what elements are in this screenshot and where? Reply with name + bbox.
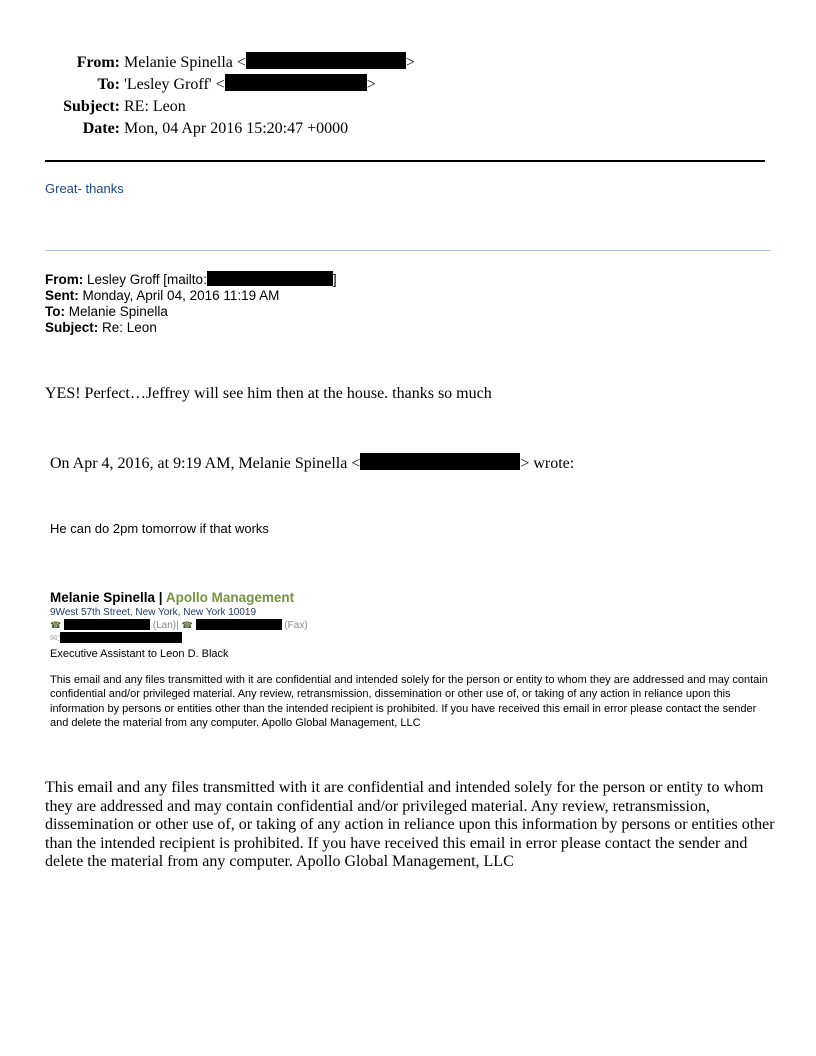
quoted-subject-value: Re: Leon — [102, 320, 157, 335]
fax-phone-icon: ☎ — [181, 620, 193, 630]
header-date-row — [0, 118, 816, 140]
header-from-close: > — [405, 54, 415, 71]
signature-company: Apollo Management — [165, 590, 295, 605]
header-subject-value: RE: Leon — [124, 98, 186, 115]
phone-icon: ☎ — [50, 620, 62, 630]
email-header — [0, 52, 816, 140]
lan-label: (Lan) — [152, 620, 177, 631]
disclaimer-small: This email and any files transmitted with it are confidential and intended solely for the person or entity to whom they are addressed and may contain confidential and/or privileged material. Any review, retransmission, dissemination or other use of, or taking of any action in reliance upon this information by persons or entities other than the intended recipient is prohibited. If you have received this email in error please contact the sender and delete the material from any computer. Apollo Global Management, LLC — [50, 674, 768, 730]
header-date-value: Mon, 04 Apr 2016 15:20:47 +0000 — [124, 120, 349, 137]
quoted-from-value: Lesley Groff [mailto: — [87, 272, 207, 287]
quoted-header — [45, 271, 337, 336]
quoted-from-row — [45, 271, 337, 288]
header-date-label: Date: — [82, 120, 120, 137]
quoted-to-label: To: — [45, 304, 65, 319]
signature-name-line — [50, 590, 308, 606]
wrote-line — [50, 453, 574, 473]
redaction-block — [64, 619, 150, 630]
header-to-close: > — [366, 76, 376, 93]
header-subject-label: Subject: — [63, 98, 120, 115]
header-from-name: Melanie Spinella < — [124, 54, 246, 71]
header-from-value — [124, 52, 415, 74]
header-to-name: 'Lesley Groff' < — [124, 76, 225, 93]
header-divider — [45, 160, 765, 162]
signature-address: 9West 57th Street, New York, New York 10019 — [50, 607, 257, 618]
redaction-block — [225, 74, 367, 91]
signature-name: Melanie Spinella — [50, 590, 156, 605]
header-to-value — [124, 74, 376, 96]
redaction-block — [360, 453, 520, 470]
fax-label: (Fax) — [284, 620, 308, 631]
quoted-sent-row — [45, 288, 337, 304]
redaction-block — [207, 271, 333, 286]
header-from-label: From: — [76, 54, 120, 71]
signature-phone-line — [50, 619, 308, 632]
quoted-from-label: From: — [45, 272, 84, 287]
header-to-label: To: — [97, 76, 120, 93]
signature-separator: | — [155, 590, 166, 605]
signature — [50, 590, 308, 661]
quoted-from-close: ] — [332, 272, 337, 287]
header-from-row — [0, 52, 816, 74]
quoted-sent-label: Sent: — [45, 288, 79, 303]
redaction-block — [57, 632, 182, 644]
inner-reply: He can do 2pm tomorrow if that works — [50, 521, 269, 536]
header-subject-row — [0, 96, 816, 118]
phone-pipe: | — [176, 620, 179, 631]
header-to-row — [0, 74, 816, 96]
quote-divider — [45, 250, 771, 251]
disclaimer-large: This email and any files transmitted with it are confidential and intended solely for the person or entity to whom they are addressed and may contain confidential and/or privileged material. Any review, retransmission, dissemination or other use of, or taking of any action in reliance upon this information by persons or entities other than the intended recipient is prohibited. If you have received this email in error please contact the sender and delete the material from any computer. Apollo Global Management, LLC — [45, 779, 775, 871]
quoted-to-value: Melanie Spinella — [68, 304, 168, 319]
quoted-subject-row — [45, 320, 337, 336]
reply-text: Great- thanks — [45, 181, 124, 196]
mail-colon: : — [57, 633, 61, 644]
quoted-sent-value: Monday, April 04, 2016 11:19 AM — [82, 288, 280, 303]
signature-title: Executive Assistant to Leon D. Black — [50, 648, 229, 660]
redaction-block — [196, 619, 282, 630]
signature-mail-line — [50, 632, 308, 645]
wrote-suffix: > wrote: — [520, 455, 575, 472]
quoted-body: YES! Perfect…Jeffrey will see him then at the house. thanks so much — [45, 385, 492, 402]
quoted-to-row — [45, 304, 337, 320]
quoted-subject-label: Subject: — [45, 320, 99, 335]
redaction-block — [246, 52, 406, 69]
mail-icon: ✉ — [50, 633, 58, 643]
wrote-prefix: On Apr 4, 2016, at 9:19 AM, Melanie Spinella < — [50, 455, 361, 472]
